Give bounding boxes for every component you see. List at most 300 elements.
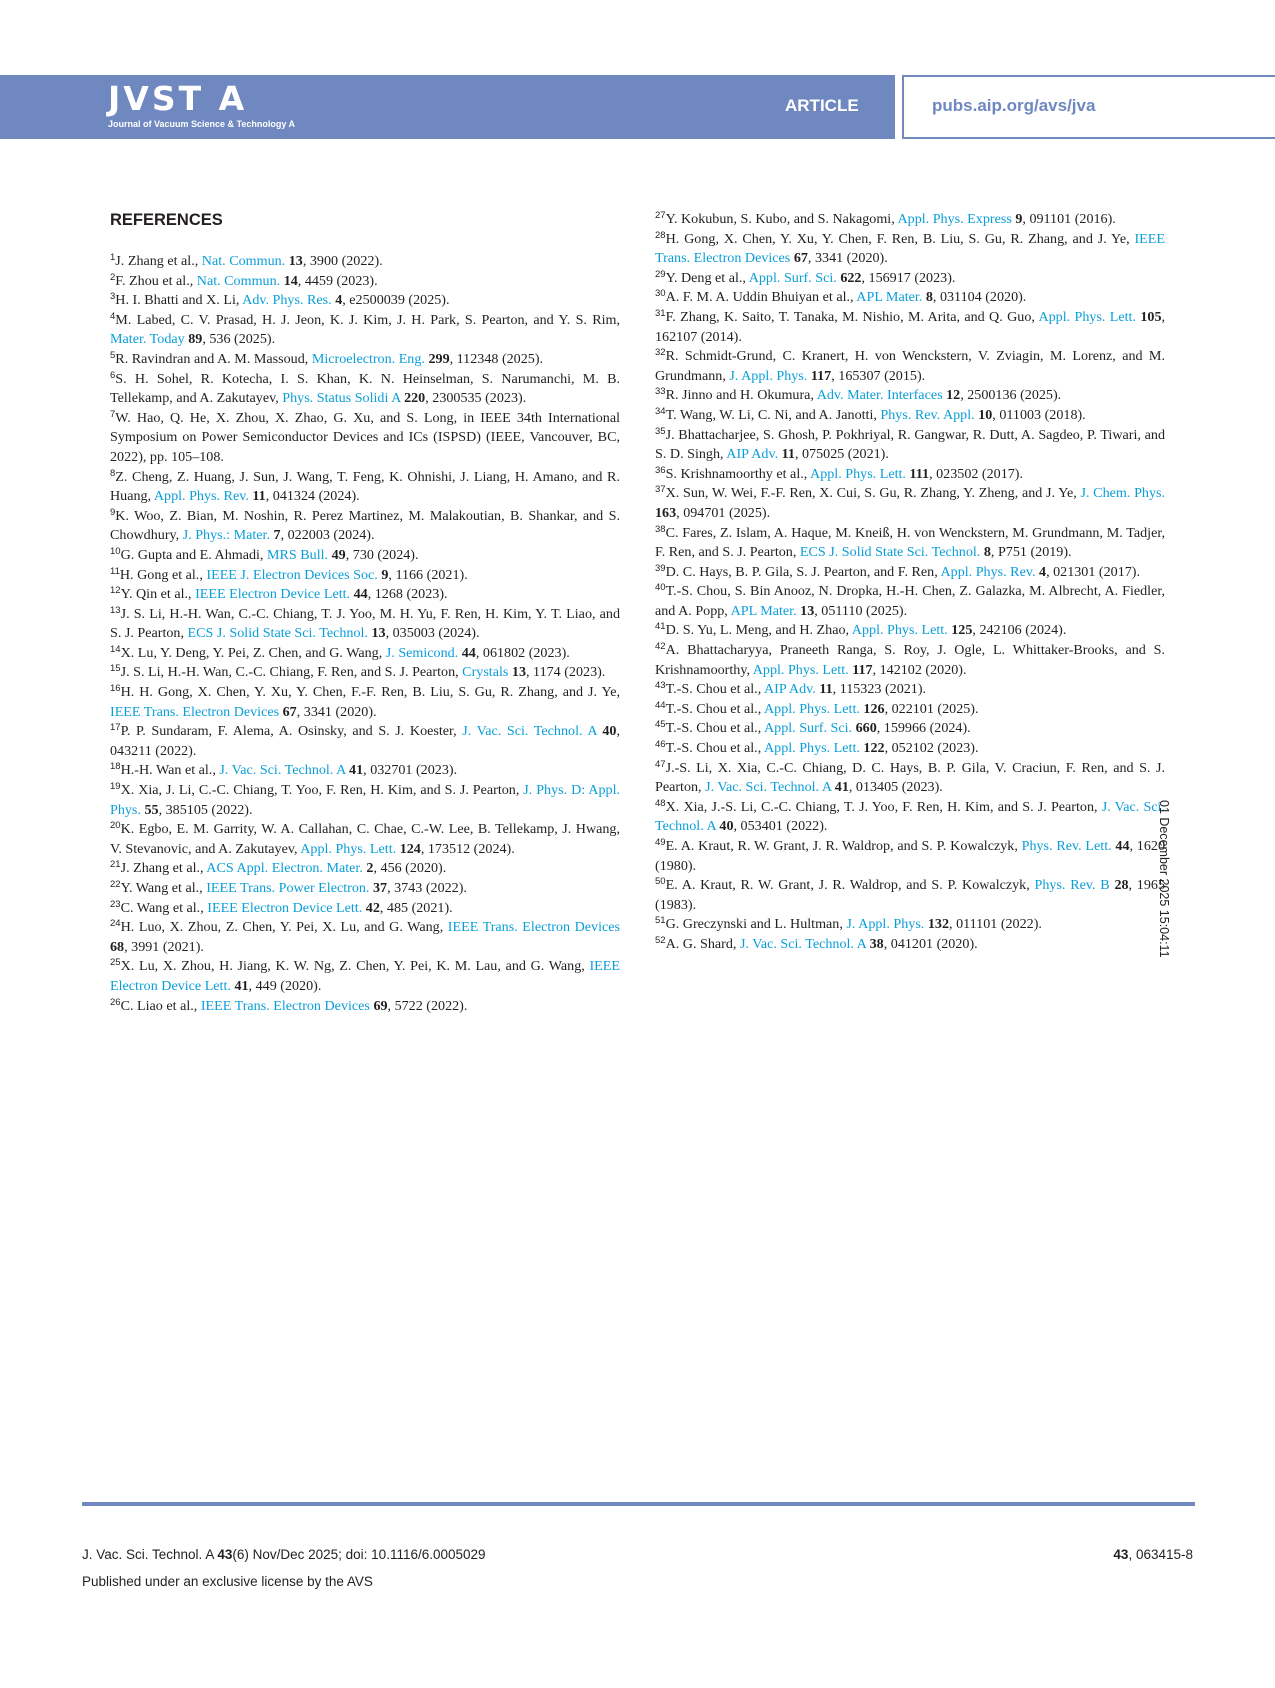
reference-number: 51: [655, 915, 666, 927]
reference-number: 11: [110, 565, 120, 577]
reference-details: , 023502 (2017).: [929, 465, 1024, 482]
reference-authors: J. Zhang et al.,: [115, 253, 202, 269]
reference-volume: 69: [373, 997, 388, 1014]
reference-list-right: [655, 210, 1165, 955]
reference-number: 19: [110, 781, 121, 793]
reference-details: , 022101 (2025).: [884, 700, 979, 717]
reference-number: 47: [655, 758, 666, 770]
reference-authors: H. Gong, X. Chen, Y. Xu, Y. Chen, F. Ren, B. Liu, S. Gu, R. Zhang, and J. Ye,: [665, 230, 1135, 247]
references-heading: REFERENCES: [110, 211, 223, 229]
reference-number: 6: [110, 369, 116, 381]
reference-item: [655, 426, 1165, 465]
reference-number: 50: [655, 876, 666, 888]
reference-journal-link[interactable]: Appl. Phys. Lett.: [810, 465, 906, 482]
reference-volume: 67: [282, 703, 297, 720]
reference-item: [655, 406, 1165, 426]
reference-journal-link[interactable]: Phys. Rev. Appl.: [880, 406, 975, 423]
reference-journal-link[interactable]: IEEE Electron Device Lett.: [110, 958, 620, 994]
reference-journal-link[interactable]: Appl. Phys. Rev.: [940, 563, 1036, 580]
reference-authors: K. Egbo, E. M. Garrity, W. A. Callahan, C. Chae, C.-W. Lee, B. Tellekamp, J. Hwang, V. Stevanovic, and A. Zakutayev,: [110, 821, 620, 857]
reference-details: , 011101 (2022).: [949, 916, 1042, 933]
reference-number: 42: [655, 641, 666, 653]
reference-volume: 68: [110, 938, 125, 955]
reference-authors: F. Zhou et al.,: [115, 272, 197, 289]
reference-details: , 2300535 (2023).: [425, 390, 527, 407]
reference-item: [110, 605, 620, 644]
reference-details: , 022003 (2024).: [280, 527, 375, 544]
reference-details: , 5722 (2022).: [387, 997, 468, 1014]
reference-volume: 55: [144, 801, 159, 818]
reference-volume: 12: [946, 387, 961, 404]
reference-number: 39: [655, 562, 666, 574]
reference-details: , 043211 (2022).: [110, 723, 620, 759]
reference-details: , 075025 (2021).: [794, 446, 889, 463]
reference-journal-link[interactable]: J. Appl. Phys.: [846, 916, 925, 933]
reference-authors: J. S. Li, H.-H. Wan, C.-C. Chiang, F. Ren, and S. J. Pearton,: [120, 664, 463, 681]
reference-number: 43: [655, 680, 666, 692]
reference-journal-link[interactable]: Crystals: [462, 664, 509, 681]
reference-number: 25: [110, 957, 121, 969]
reference-journal-link[interactable]: Phys. Rev. B: [1034, 877, 1110, 894]
reference-volume: 44: [1115, 838, 1130, 854]
reference-item: [110, 311, 620, 350]
reference-volume: 2: [366, 860, 374, 877]
reference-volume: 13: [511, 664, 526, 681]
reference-item: [110, 820, 620, 859]
reference-number: 5: [110, 349, 116, 361]
reference-volume: 89: [188, 331, 203, 348]
reference-number: 36: [655, 464, 666, 476]
reference-journal-link[interactable]: AIP Adv.: [763, 681, 816, 698]
reference-details: , 3743 (2022).: [387, 880, 467, 896]
reference-item: [110, 997, 620, 1017]
reference-details: , 053401 (2022).: [733, 818, 828, 835]
reference-number: 7: [110, 408, 116, 420]
reference-item: [655, 210, 1165, 230]
reference-journal-link[interactable]: IEEE Trans. Electron Devices: [447, 919, 620, 936]
reference-volume: 14: [283, 272, 298, 289]
reference-journal-link[interactable]: J. Vac. Sci. Technol. A: [655, 798, 1165, 835]
reference-volume: 117: [852, 661, 873, 678]
reference-authors: G. Gupta and E. Ahmadi,: [120, 546, 267, 563]
reference-journal-link[interactable]: J. Semicond.: [385, 644, 459, 661]
reference-volume: 67: [793, 250, 808, 267]
reference-authors: E. A. Kraut, R. W. Grant, J. R. Waldrop, and S. P. Kowalczyk,: [665, 877, 1035, 894]
reference-number: 49: [655, 837, 666, 848]
reference-authors: R. Ravindran and A. M. Massoud,: [115, 350, 312, 367]
reference-number: 35: [655, 425, 666, 437]
reference-details: , 091101 (2016).: [1022, 211, 1116, 227]
reference-journal-link[interactable]: J. Phys. D: Appl. Phys.: [110, 782, 621, 818]
reference-item: [110, 644, 620, 664]
reference-number: 38: [655, 523, 666, 535]
reference-item: [110, 468, 620, 507]
reference-item: [110, 272, 620, 292]
reference-volume: 9: [381, 566, 389, 583]
reference-journal-link[interactable]: IEEE Electron Device Lett.: [207, 899, 363, 916]
reference-number: 45: [655, 719, 666, 731]
reference-number: 29: [655, 268, 666, 280]
reference-authors: X. Xia, J. Li, C.-C. Chiang, T. Yoo, F. Ren, H. Kim, and S. J. Pearton,: [120, 782, 524, 799]
reference-volume: 13: [800, 602, 815, 619]
reference-volume: 122: [863, 740, 885, 757]
reference-number: 13: [110, 604, 121, 616]
reference-journal-link[interactable]: Appl. Surf. Sci.: [748, 269, 837, 286]
reference-number: 27: [655, 210, 666, 221]
reference-volume: 8: [983, 544, 991, 561]
reference-journal-link[interactable]: J. Vac. Sci. Technol. A: [739, 935, 867, 952]
reference-number: 18: [110, 761, 121, 773]
reference-number: 22: [110, 879, 121, 890]
reference-details: , 041324 (2024).: [265, 488, 360, 505]
reference-authors: G. Greczynski and L. Hultman,: [665, 916, 847, 933]
reference-authors: J. Zhang et al.,: [120, 860, 207, 877]
reference-authors: Y. Wang et al.,: [120, 880, 207, 896]
reference-volume: 11: [819, 681, 833, 698]
reference-volume: 13: [288, 253, 303, 269]
reference-item: [110, 585, 620, 605]
reference-details: , 449 (2020).: [248, 977, 322, 994]
reference-item: [110, 546, 620, 566]
reference-number: 32: [655, 347, 666, 359]
reference-item: [655, 700, 1165, 720]
reference-item: [110, 957, 620, 996]
reference-volume: 4: [335, 292, 343, 309]
reference-item: [110, 507, 620, 546]
reference-item: [110, 370, 620, 409]
reference-item: [110, 859, 620, 879]
reference-volume: 125: [951, 622, 973, 639]
download-timestamp: 01 December 2025 15:04:11: [1157, 800, 1171, 958]
footer-citation-volume: 43: [217, 1547, 233, 1562]
references-column-left: [110, 210, 620, 1016]
reference-details: , 2500136 (2025).: [960, 387, 1062, 404]
reference-journal-link[interactable]: Appl. Phys. Lett.: [300, 840, 397, 857]
reference-number: 16: [110, 683, 121, 695]
reference-volume: 28: [1114, 877, 1129, 894]
reference-item: [655, 524, 1165, 563]
reference-authors: T.-S. Chou et al.,: [665, 740, 764, 757]
footer-page-number: [1113, 1546, 1193, 1564]
reference-journal-link[interactable]: Mater. Today: [110, 331, 185, 348]
reference-number: 14: [110, 643, 121, 655]
reference-journal-link[interactable]: J. Appl. Phys.: [729, 367, 808, 384]
reference-authors: H. Gong et al.,: [119, 566, 207, 583]
reference-journal-link[interactable]: AIP Adv.: [726, 446, 779, 463]
reference-authors: W. Hao, Q. He, X. Zhou, X. Zhao, G. Xu, and S. Long, in IEEE 34th International Symposium on Power Semiconductor Devices and ICs (ISPSD) (IEEE, Vancouver, BC, 2022), pp. 105–108.: [110, 409, 620, 465]
reference-authors: Y. Kokubun, S. Kubo, and S. Nakagomi,: [665, 211, 898, 227]
reference-journal-link[interactable]: J. Vac. Sci. Technol. A: [462, 723, 597, 740]
reference-item: [655, 739, 1165, 759]
reference-journal-link[interactable]: Appl. Phys. Express: [897, 211, 1012, 227]
reference-details: , 061802 (2023).: [475, 644, 570, 661]
reference-number: 2: [110, 271, 116, 283]
footer-page-article: , 063415-8: [1128, 1547, 1193, 1562]
reference-volume: 117: [810, 367, 832, 384]
reference-number: 23: [110, 898, 121, 910]
reference-volume: 49: [331, 546, 346, 563]
reference-authors: D. C. Hays, B. P. Gila, S. J. Pearton, and F. Ren,: [665, 563, 941, 580]
reference-details: , 165307 (2015).: [831, 367, 926, 384]
reference-details: , 242106 (2024).: [972, 622, 1067, 639]
reference-number: 17: [110, 722, 121, 734]
reference-journal-link[interactable]: Adv. Mater. Interfaces: [816, 387, 943, 404]
reference-volume: 111: [909, 465, 930, 482]
reference-item: [110, 663, 620, 683]
reference-journal-link[interactable]: MRS Bull.: [266, 546, 329, 563]
reference-item: [655, 915, 1165, 935]
reference-details: , 173512 (2024).: [420, 840, 515, 857]
reference-journal-link[interactable]: ACS Appl. Electron. Mater.: [206, 860, 363, 877]
section-label: ARTICLE: [785, 96, 859, 115]
reference-journal-link[interactable]: Appl. Phys. Lett.: [763, 700, 860, 717]
reference-details: , 021301 (2017).: [1046, 563, 1141, 580]
reference-item: [110, 781, 620, 820]
reference-item: [110, 683, 620, 722]
reference-item: [110, 566, 620, 586]
reference-journal-link[interactable]: IEEE Trans. Electron Devices: [110, 703, 280, 720]
reference-authors: A. F. M. A. Uddin Bhuiyan et al.,: [665, 289, 857, 306]
footer-page-volume: 43: [1113, 1547, 1129, 1562]
reference-authors: D. S. Yu, L. Meng, and H. Zhao,: [665, 622, 852, 639]
reference-number: 48: [655, 797, 666, 809]
reference-volume: 622: [840, 269, 862, 286]
reference-details: , 156917 (2023).: [861, 269, 956, 286]
reference-item: [655, 621, 1165, 641]
reference-authors: T.-S. Chou, S. Bin Anooz, N. Dropka, H.-H. Chen, Z. Galazka, M. Albrecht, A. Fiedler, and A. Popp,: [655, 583, 1165, 619]
reference-details: , 031104 (2020).: [932, 289, 1027, 306]
reference-journal-link[interactable]: IEEE Trans. Electron Devices: [200, 997, 370, 1014]
reference-authors: X. Sun, W. Wei, F.-F. Ren, X. Cui, S. Gu, R. Zhang, Y. Zheng, and J. Ye,: [665, 485, 1081, 502]
reference-volume: 660: [855, 720, 877, 737]
journal-logo-subtitle: Journal of Vacuum Science & Technology A: [108, 119, 296, 129]
journal-url-link[interactable]: pubs.aip.org/avs/jva: [932, 96, 1096, 115]
reference-authors: Y. Qin et al.,: [120, 586, 196, 603]
reference-number: 34: [655, 405, 666, 417]
reference-volume: 132: [927, 916, 950, 933]
reference-authors: X. Xia, J.-S. Li, C.-C. Chiang, T. J. Yoo, F. Ren, H. Kim, and S. J. Pearton,: [665, 798, 1102, 815]
reference-volume: 40: [602, 723, 617, 740]
reference-authors: A. Bhattacharyya, Praneeth Ranga, S. Roy, J. Ogle, L. Whittaker-Brooks, and S. Krishnamoorthy,: [655, 642, 1165, 678]
reference-volume: 41: [234, 977, 249, 994]
reference-volume: 38: [869, 935, 884, 952]
reference-item: [655, 641, 1165, 680]
reference-number: 30: [655, 288, 666, 300]
reference-item: [110, 761, 620, 781]
reference-journal-link[interactable]: Appl. Surf. Sci.: [763, 720, 853, 737]
reference-number: 33: [655, 386, 666, 398]
reference-number: 4: [110, 310, 116, 322]
reference-volume: 41: [834, 779, 849, 796]
reference-details: , 032701 (2023).: [363, 762, 458, 779]
reference-authors: R. Jinno and H. Okumura,: [665, 387, 817, 404]
reference-journal-link[interactable]: Appl. Phys. Lett.: [1038, 308, 1136, 325]
reference-details: , 3900 (2022).: [302, 253, 383, 269]
reference-item: [110, 350, 620, 370]
reference-details: , P751 (2019).: [990, 544, 1072, 561]
reference-number: 20: [110, 820, 121, 832]
reference-number: 15: [110, 663, 121, 675]
reference-item: [655, 386, 1165, 406]
reference-journal-link[interactable]: Appl. Phys. Lett.: [763, 740, 860, 757]
reference-volume: 11: [781, 446, 795, 463]
reference-item: [655, 563, 1165, 583]
reference-number: 31: [655, 307, 666, 319]
reference-number: 1: [110, 252, 116, 263]
reference-authors: S. Krishnamoorthy et al.,: [665, 465, 811, 482]
reference-journal-link[interactable]: IEEE Trans. Electron Devices: [655, 230, 1165, 267]
reference-journal-link[interactable]: J. Vac. Sci. Technol. A: [219, 762, 346, 779]
journal-logo[interactable]: JVST A: [108, 79, 248, 118]
reference-number: 21: [110, 859, 121, 871]
reference-journal-link[interactable]: Appl. Phys. Rev.: [153, 488, 249, 505]
reference-authors: E. A. Kraut, R. W. Grant, J. R. Waldrop, and S. P. Kowalczyk,: [665, 838, 1022, 854]
reference-item: [655, 837, 1165, 876]
footer-license: Published under an exclusive license by the AVS: [82, 1574, 373, 1589]
reference-details: , 3341 (2020).: [807, 250, 888, 267]
reference-volume: 124: [399, 840, 421, 857]
reference-volume: 126: [863, 700, 885, 717]
reference-volume: 4: [1039, 563, 1047, 580]
reference-number: 26: [110, 996, 121, 1008]
reference-item: [110, 252, 620, 272]
reference-details: , 730 (2024).: [345, 546, 419, 563]
reference-volume: 13: [371, 625, 386, 642]
reference-details: , 4459 (2023).: [297, 272, 378, 289]
reference-journal-link[interactable]: APL Mater.: [856, 289, 923, 306]
reference-journal-link[interactable]: J. Chem. Phys.: [1080, 485, 1166, 502]
reference-number: 24: [110, 918, 121, 930]
reference-authors: H.-H. Wan et al.,: [120, 762, 220, 779]
reference-details: , e2500039 (2025).: [342, 292, 450, 309]
reference-details: , 3341 (2020).: [296, 703, 377, 720]
reference-details: , 052102 (2023).: [884, 740, 979, 757]
reference-journal-link[interactable]: IEEE Electron Device Lett.: [195, 586, 351, 603]
reference-journal-link[interactable]: Phys. Rev. Lett.: [1021, 838, 1112, 854]
reference-item: [655, 876, 1165, 915]
reference-details: , 115323 (2021).: [832, 681, 927, 698]
reference-number: 41: [655, 621, 666, 633]
reference-journal-link[interactable]: APL Mater.: [730, 602, 797, 619]
reference-details: , 1166 (2021).: [388, 566, 468, 583]
reference-details: , 1174 (2023).: [526, 664, 606, 681]
reference-authors: H. I. Bhatti and X. Li,: [115, 292, 243, 309]
reference-details: , 041201 (2020).: [883, 935, 978, 952]
reference-item: [655, 719, 1165, 739]
reference-journal-link[interactable]: Adv. Phys. Res.: [242, 292, 332, 309]
reference-authors: Y. Deng et al.,: [665, 269, 749, 286]
reference-authors: X. Lu, Y. Deng, Y. Pei, Z. Chen, and G. Wang,: [120, 644, 386, 661]
reference-item: [110, 291, 620, 311]
reference-details: , 112348 (2025).: [449, 350, 544, 367]
reference-authors: X. Lu, X. Zhou, H. Jiang, K. W. Ng, Z. Chen, Y. Pei, K. M. Lau, and G. Wang,: [120, 958, 590, 975]
reference-item: [655, 230, 1165, 269]
reference-journal-link[interactable]: Appl. Phys. Lett.: [851, 622, 948, 639]
reference-journal-link[interactable]: IEEE J. Electron Devices Soc.: [206, 566, 378, 583]
reference-authors: T.-S. Chou et al.,: [665, 681, 764, 698]
reference-journal-link[interactable]: J. Vac. Sci. Technol. A: [705, 779, 832, 796]
reference-volume: 220: [404, 390, 426, 407]
reference-authors: F. Zhang, K. Saito, T. Tanaka, M. Nishio, M. Arita, and Q. Guo,: [665, 308, 1039, 325]
reference-item: [655, 269, 1165, 289]
reference-journal-link[interactable]: Nat. Commun.: [201, 253, 286, 269]
reference-list-left: [110, 252, 620, 1016]
reference-item: [655, 347, 1165, 386]
reference-item: [110, 918, 620, 957]
reference-details: , 142102 (2020).: [872, 661, 967, 678]
reference-journal-link[interactable]: Phys. Status Solidi A: [282, 390, 401, 407]
reference-authors: T.-S. Chou et al.,: [665, 720, 764, 737]
reference-journal-link[interactable]: J. Phys.: Mater.: [182, 527, 270, 544]
reference-volume: 299: [428, 350, 450, 367]
reference-details: , 1620 (1980).: [655, 838, 1165, 874]
reference-authors: J. S. Li, H.-H. Wan, C.-C. Chiang, T. J. Yoo, M. H. Yu, F. Ren, H. Kim, Y. T. Liao, and S. J. Pearton,: [110, 605, 620, 642]
reference-volume: 37: [372, 880, 388, 896]
reference-authors: M. Labed, C. V. Prasad, H. J. Jeon, K. J. Kim, J. H. Park, S. Pearton, and Y. S. Rim,: [115, 311, 620, 328]
reference-journal-link[interactable]: ECS J. Solid State Sci. Technol.: [187, 625, 368, 642]
reference-volume: 41: [349, 762, 364, 779]
reference-authors: R. Schmidt-Grund, C. Kranert, H. von Wenckstern, V. Zviagin, M. Lorenz, and M. Grundmann,: [655, 348, 1165, 384]
reference-authors: A. G. Shard,: [665, 935, 740, 952]
reference-number: 9: [110, 506, 116, 518]
references-column-right: [655, 210, 1165, 955]
reference-item: [655, 484, 1165, 523]
reference-volume: 11: [252, 488, 266, 505]
reference-authors: T.-S. Chou et al.,: [665, 700, 764, 717]
reference-journal-link[interactable]: ECS J. Solid State Sci. Technol.: [799, 544, 981, 561]
reference-journal-link[interactable]: Microelectron. Eng.: [311, 350, 425, 367]
reference-number: 12: [110, 585, 121, 597]
reference-authors: C. Wang et al.,: [120, 899, 208, 916]
reference-details: , 3991 (2021).: [124, 938, 204, 955]
reference-journal-link[interactable]: IEEE Trans. Power Electron.: [206, 880, 370, 896]
reference-journal-link[interactable]: Nat. Commun.: [196, 272, 281, 289]
reference-authors: P. P. Sundaram, F. Alema, A. Osinsky, and S. J. Koester,: [120, 723, 463, 740]
reference-authors: K. Woo, Z. Bian, M. Noshin, R. Perez Martinez, M. Malakoutian, B. Shankar, and S. Chowdhury,: [110, 507, 620, 544]
reference-volume: 40: [719, 818, 734, 835]
reference-details: , 094701 (2025).: [676, 504, 771, 521]
reference-volume: 8: [925, 289, 933, 306]
reference-item: [110, 899, 620, 919]
reference-authors: T. Wang, W. Li, C. Ni, and A. Janotti,: [665, 406, 881, 423]
reference-item: [655, 935, 1165, 955]
reference-authors: H. Luo, X. Zhou, Z. Chen, Y. Pei, X. Lu, and G. Wang,: [120, 919, 448, 936]
reference-number: 44: [655, 699, 666, 711]
reference-authors: C. Fares, Z. Islam, A. Haque, M. Kneiß, H. von Wenckstern, M. Grundmann, M. Tadjer, F. Ren, and S. J. Pearton,: [655, 524, 1165, 561]
reference-number: 8: [110, 467, 116, 479]
reference-volume: 7: [273, 527, 281, 544]
reference-item: [655, 308, 1165, 347]
reference-details: , 159966 (2024).: [876, 720, 971, 737]
reference-details: , 051110 (2025).: [814, 602, 908, 619]
reference-number: 37: [655, 484, 666, 496]
reference-number: 28: [655, 229, 666, 241]
reference-details: , 536 (2025).: [202, 331, 276, 348]
reference-item: [655, 288, 1165, 308]
reference-journal-link[interactable]: Appl. Phys. Lett.: [752, 661, 849, 678]
reference-item: [110, 879, 620, 899]
reference-details: , 456 (2020).: [373, 860, 447, 877]
reference-number: 46: [655, 739, 666, 751]
reference-volume: 44: [353, 586, 368, 603]
footer-citation-doi: (6) Nov/Dec 2025; doi: 10.1116/6.0005029: [232, 1547, 486, 1562]
reference-authors: C. Liao et al.,: [120, 997, 201, 1014]
footer-citation-journal: J. Vac. Sci. Technol. A: [82, 1547, 218, 1562]
reference-item: [655, 759, 1165, 798]
reference-number: 52: [655, 934, 666, 946]
reference-number: 40: [655, 582, 666, 594]
reference-number: 10: [110, 545, 121, 557]
